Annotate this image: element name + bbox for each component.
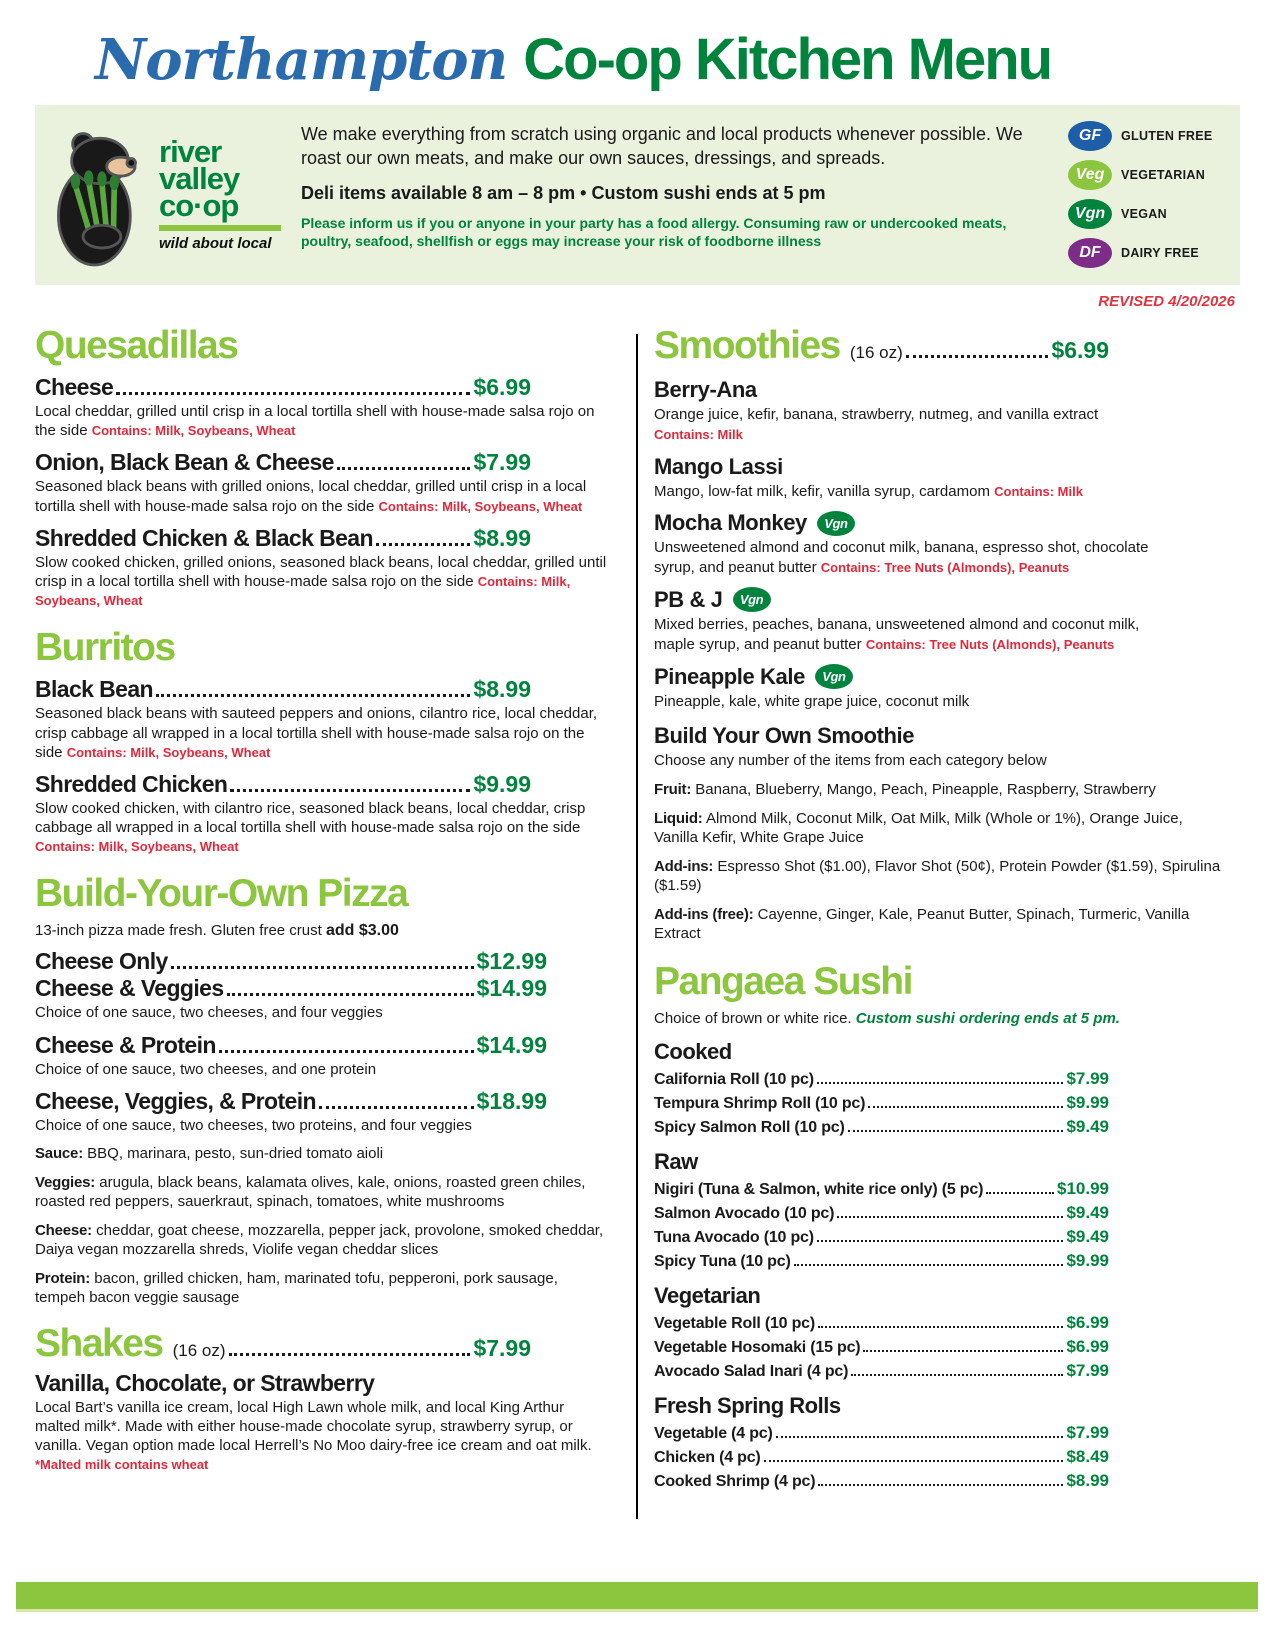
dotted-leader: [794, 1264, 1064, 1266]
intro-bold-text: add $3.00: [325, 922, 399, 940]
section-heading: Pangaea Sushi: [654, 959, 912, 1003]
dotted-leader: [319, 1106, 474, 1109]
item-description: Choice of one sauce, two cheeses, two proteins, and four veggies: [35, 1116, 472, 1134]
item-name: Vanilla, Chocolate, or Strawberry: [35, 1369, 375, 1396]
menu-item: [35, 771, 610, 857]
dotted-leader: [171, 966, 474, 969]
vegan-icon: Vgn: [733, 587, 771, 612]
dotted-leader: [817, 1240, 1064, 1242]
menu-item: [654, 664, 1240, 712]
allergen-note: Contains: Milk, Soybeans, Wheat: [35, 839, 239, 855]
dotted-leader: [837, 1216, 1063, 1218]
option-label: Sauce:: [35, 1145, 83, 1162]
section-intro: [654, 1010, 1240, 1027]
logo-wordmark: [159, 133, 281, 224]
menu-item: [654, 1117, 1109, 1137]
item-price: $7.99: [473, 1334, 531, 1361]
menu-item: [654, 454, 1240, 502]
dotted-leader: [986, 1192, 1054, 1194]
legend-label: GLUTEN FREE: [1121, 129, 1213, 143]
section-heading: Shakes: [35, 1321, 163, 1365]
logo-text: [159, 133, 281, 253]
allergen-note: Contains: Milk, Soybeans, Wheat: [35, 573, 571, 609]
option-values: Almond Milk, Coconut Milk, Oat Milk, Milk (Whole or 1%), Orange Juice, Vanilla Kefir, White Grape Juice: [654, 809, 1183, 847]
item-name: Shredded Chicken: [35, 770, 228, 797]
description-text: Local cheddar, grilled until crisp in a local tortilla shell with house-made salsa rojo on the side: [35, 403, 595, 440]
item-price: $8.99: [1066, 1470, 1109, 1490]
legend-label: VEGETARIAN: [1121, 168, 1206, 182]
menu-item: [654, 1203, 1109, 1223]
intro-text: We make everything from scratch using organic and local products whenever possible. We roast our own meats, and make our own sauces, dressings, and spreads.: [301, 124, 1023, 168]
item-price: $9.49: [1066, 1226, 1109, 1246]
build-your-own-smoothie: [654, 723, 1240, 943]
hours-text: Deli items available 8 am – 8 pm • Custom sushi ends at 5 pm: [301, 182, 826, 203]
item-description: [35, 402, 610, 440]
item-name: California Roll (10 pc): [654, 1070, 814, 1088]
menu-item: [35, 525, 610, 611]
serving-size: (16 oz): [849, 343, 903, 362]
dotted-leader: [227, 993, 474, 996]
option-values: Cayenne, Ginger, Kale, Peanut Butter, Spinach, Turmeric, Vanilla Extract: [654, 905, 1190, 943]
masthead: [0, 0, 1275, 101]
menu-item: [35, 1032, 610, 1079]
option-values: arugula, black beans, kalamata olives, kale, onions, roasted green chiles, roasted red peppers, sauerkraut, spinach, tomatoes, white mushrooms: [35, 1173, 586, 1210]
item-description: [654, 405, 1162, 445]
vegan-icon: Vgn: [1068, 199, 1112, 229]
item-name: Mango Lassi: [654, 453, 783, 479]
intro-note: Custom sushi ordering ends at 5 pm.: [855, 1009, 1120, 1027]
option-values: Banana, Blueberry, Mango, Peach, Pineapple, Raspberry, Strawberry: [695, 781, 1156, 799]
info-box: [35, 105, 1240, 285]
section-pizza: [35, 872, 610, 1307]
option-label: Protein:: [35, 1269, 91, 1287]
section-heading: Burritos: [35, 626, 175, 670]
item-description: Pineapple, kale, white grape juice, coconut milk: [654, 692, 970, 710]
option-label: Add-ins:: [654, 857, 714, 875]
menu-item: [35, 948, 610, 975]
sushi-group-vegetarian: [654, 1283, 1240, 1381]
menu-item: [35, 374, 610, 440]
logo-tagline: wild about local: [159, 235, 272, 253]
section-shakes: [35, 1322, 610, 1475]
item-price: $14.99: [476, 975, 547, 1002]
dotted-leader: [818, 1484, 1063, 1486]
allergen-note: Contains: Milk: [654, 426, 743, 442]
menu-item: [654, 510, 1240, 578]
item-price: $9.99: [473, 770, 531, 797]
option-label: Veggies:: [35, 1173, 96, 1191]
menu-item: [654, 1179, 1109, 1199]
allergen-note: Contains: Tree Nuts (Almonds), Peanuts: [820, 560, 1070, 576]
item-description: [654, 538, 1162, 578]
description-text: Orange juice, kefir, banana, strawberry, nutmeg, and vanilla extract: [654, 406, 1099, 423]
item-price: $10.99: [1057, 1178, 1109, 1198]
item-name: Vegetable (4 pc): [654, 1424, 773, 1442]
item-name: Spicy Tuna (10 pc): [654, 1252, 791, 1270]
item-name: PB & J: [654, 586, 723, 612]
vegan-icon: Vgn: [817, 511, 855, 536]
menu-item: [654, 1471, 1109, 1491]
menu-item: [654, 1423, 1109, 1443]
item-description: [35, 704, 610, 762]
item-price: $9.49: [1066, 1202, 1109, 1222]
serving-size: (16 oz): [172, 1340, 226, 1360]
dotted-leader: [818, 1326, 1063, 1328]
legend-row-dairy-free: [1068, 238, 1226, 268]
subsection-description: Choose any number of the items from each category below: [654, 752, 1047, 770]
title-script: Northampton: [95, 27, 508, 93]
option-label: Fruit:: [654, 781, 692, 799]
logo-underline: [159, 225, 281, 231]
menu-item: [654, 1337, 1109, 1357]
item-name: Berry-Ana: [654, 377, 757, 402]
option-values: cheddar, goat cheese, mozzarella, pepper jack, provolone, smoked cheddar, Daiya vegan mozzarella shreds, Violife vegan cheddar slices: [35, 1221, 604, 1258]
dotted-leader: [219, 1050, 474, 1053]
sushi-group-spring-rolls: [654, 1393, 1240, 1491]
dairy-free-icon: DF: [1068, 238, 1112, 268]
item-name: Cheese & Veggies: [35, 975, 224, 1002]
item-description: [35, 799, 610, 857]
item-name: Salmon Avocado (10 pc): [654, 1204, 835, 1222]
allergy-notice: Please inform us if you or anyone in your party has a food allergy. Consuming raw or undercooked meats, poultry, seafood, shellfish or eggs may increase your risk of foodborne illness: [301, 214, 1007, 250]
option-list-sauce: [35, 1144, 610, 1164]
dotted-leader: [817, 1082, 1064, 1084]
subsection-heading: Build Your Own Smoothie: [654, 723, 915, 749]
menu-item: [654, 1069, 1109, 1089]
dotted-leader: [764, 1460, 1064, 1462]
subsection-heading: Raw: [654, 1148, 698, 1174]
logo-word: valley: [159, 160, 240, 196]
option-list-addins: [654, 857, 1229, 896]
dotted-leader: [863, 1350, 1063, 1352]
item-price: $6.99: [1051, 337, 1109, 363]
description-text: Mixed berries, peaches, banana, unsweetened almond and coconut milk, maple syrup, and peanut butter: [654, 615, 1140, 653]
item-price: $6.99: [1066, 1312, 1109, 1332]
legend-label: VEGAN: [1121, 207, 1167, 221]
item-price: $9.99: [1066, 1092, 1109, 1112]
section-intro: [35, 922, 610, 940]
revised-date: REVISED 4/20/2026: [1098, 293, 1235, 310]
allergen-note: Contains: Tree Nuts (Almonds), Peanuts: [865, 636, 1115, 652]
item-name: Tempura Shrimp Roll (10 pc): [654, 1094, 866, 1112]
menu-item: [654, 1313, 1109, 1333]
item-name: Shredded Chicken & Black Bean: [35, 524, 373, 551]
item-price: $6.99: [1066, 1336, 1109, 1356]
bear-logo-icon: [49, 122, 153, 268]
item-price: $7.99: [1066, 1360, 1109, 1380]
item-price: $7.99: [1066, 1068, 1109, 1088]
option-label: Cheese:: [35, 1221, 92, 1239]
option-list-fruit: [654, 780, 1229, 800]
allergen-note: *Malted milk contains wheat: [35, 1457, 209, 1473]
menu-item: [654, 377, 1240, 445]
option-list-addins-free: [654, 905, 1229, 944]
subsection-heading: Vegetarian: [654, 1282, 761, 1308]
item-price: $7.99: [473, 449, 531, 476]
coop-logo: [49, 113, 287, 277]
menu-item: [654, 1447, 1109, 1467]
item-name: Cheese, Veggies, & Protein: [35, 1087, 316, 1114]
sushi-group-raw: [654, 1149, 1240, 1271]
item-name: Black Bean: [35, 676, 154, 703]
description-text: Slow cooked chicken, grilled onions, seasoned black beans, local cheddar, grilled until crisp in a local tortilla shell with house-made salsa rojo on the side: [35, 553, 607, 590]
option-list-protein: [35, 1269, 610, 1308]
menu-item: [654, 587, 1240, 655]
item-price: $8.49: [1066, 1446, 1109, 1466]
item-description: Choice of one sauce, two cheeses, and four veggies: [35, 1004, 383, 1022]
section-heading: Smoothies: [654, 324, 840, 367]
description-text: Local Bart’s vanilla ice cream, local High Lawn whole milk, and local King Arthur malted milk*. Made with either house-made chocolate syrup, strawberry syrup, or vanilla. Vegan option made local Herrell’s No Moo dairy-free ice cream and oat milk.: [35, 1398, 592, 1454]
info-text: [287, 113, 1068, 277]
sushi-group-cooked: [654, 1039, 1240, 1137]
item-name: Nigiri (Tuna & Salmon, white rice only) (5 pc): [654, 1180, 984, 1198]
dotted-leader: [848, 1130, 1064, 1132]
allergen-note: Contains: Milk: [994, 483, 1083, 499]
dotted-leader: [337, 467, 471, 470]
description-text: Slow cooked chicken, with cilantro rice, seasoned black beans, local cheddar, crisp cabbage all wrapped in a local tortilla shell with house-made salsa rojo on the side: [35, 799, 586, 837]
item-name: Chicken (4 pc): [654, 1448, 761, 1466]
item-price: $9.99: [1066, 1250, 1109, 1270]
allergen-note: Contains: Milk, Soybeans, Wheat: [66, 744, 271, 760]
item-name: Cheese: [35, 374, 114, 400]
option-label: Liquid:: [654, 809, 703, 827]
item-name: Cheese Only: [35, 948, 168, 975]
allergen-note: Contains: Milk, Soybeans, Wheat: [378, 498, 583, 514]
footer-accent-bar: [16, 1582, 1258, 1612]
item-name: Vegetable Roll (10 pc): [654, 1314, 815, 1332]
menu-item: [35, 449, 610, 515]
menu-item: [654, 1227, 1109, 1247]
option-list-veggies: [35, 1173, 610, 1212]
item-description: [35, 477, 610, 515]
menu-columns: [0, 310, 1275, 1519]
item-name: Vegetable Hosomaki (15 pc): [654, 1338, 861, 1356]
item-price: $8.99: [473, 524, 531, 551]
dotted-leader: [906, 355, 1049, 358]
legend-row-vegan: [1068, 199, 1226, 229]
option-label: Add-ins (free):: [654, 905, 754, 923]
item-price: $18.99: [476, 1087, 547, 1114]
item-name: Onion, Black Bean & Cheese: [35, 449, 334, 476]
menu-item: [35, 1088, 610, 1135]
vegetarian-icon: Veg: [1068, 160, 1112, 190]
dotted-leader: [851, 1374, 1063, 1376]
dotted-leader: [156, 694, 470, 697]
item-price: $9.49: [1066, 1116, 1109, 1136]
menu-item: [654, 1251, 1109, 1271]
item-description: [35, 553, 610, 611]
item-name: Avocado Salad Inari (4 pc): [654, 1362, 849, 1380]
page-title: Co-op Kitchen Menu: [523, 27, 1052, 92]
section-heading: Quesadillas: [35, 324, 238, 367]
legend-row-vegetarian: [1068, 160, 1226, 190]
menu-item: [35, 676, 610, 762]
dotted-leader: [776, 1436, 1064, 1438]
section-sushi: [654, 960, 1240, 1491]
allergen-note: Contains: Milk, Soybeans, Wheat: [91, 423, 296, 439]
item-price: $14.99: [476, 1031, 547, 1058]
description-text: Seasoned black beans with sauteed peppers and onions, cilantro rice, local cheddar, crisp cabbage all wrapped in a local tortilla shell with house-made salsa rojo on the side: [35, 705, 598, 761]
item-description: [654, 482, 1162, 502]
description-text: Unsweetened almond and coconut milk, banana, espresso shot, chocolate syrup, and peanut butter: [654, 539, 1149, 577]
dietary-legend: [1068, 113, 1226, 277]
logo-word: river: [159, 133, 222, 169]
legend-label: DAIRY FREE: [1121, 246, 1200, 260]
legend-row-gluten-free: [1068, 121, 1226, 151]
intro-text: Choice of brown or white rice.: [654, 1009, 852, 1027]
subsection-heading: Fresh Spring Rolls: [654, 1392, 841, 1418]
item-name: Pineapple Kale: [654, 663, 805, 689]
item-price: $6.99: [473, 374, 531, 400]
option-values: BBQ, marinara, pesto, sun-dried tomato aioli: [87, 1145, 384, 1162]
dotted-leader: [230, 789, 470, 792]
left-column: [35, 320, 610, 1519]
section-burritos: [35, 626, 610, 856]
option-list-liquid: [654, 809, 1229, 848]
item-price: $8.99: [473, 676, 531, 703]
item-description: Choice of one sauce, two cheeses, and one protein: [35, 1060, 377, 1078]
gluten-free-icon: GF: [1068, 121, 1112, 151]
menu-item: [35, 975, 610, 1022]
item-name: Cheese & Protein: [35, 1031, 216, 1058]
item-name: Spicy Salmon Roll (10 pc): [654, 1118, 845, 1136]
item-price: $7.99: [1066, 1422, 1109, 1442]
right-column: [638, 320, 1240, 1519]
description-text: Mango, low-fat milk, kefir, vanilla syrup, cardamom: [654, 482, 990, 500]
item-name: Cooked Shrimp (4 pc): [654, 1472, 816, 1490]
section-smoothies: [654, 324, 1240, 944]
dotted-leader: [116, 392, 470, 395]
dotted-leader: [229, 1353, 471, 1356]
section-heading: Build-Your-Own Pizza: [35, 872, 408, 916]
description-text: Seasoned black beans with grilled onions, local cheddar, grilled until crisp in a local tortilla shell with house-made salsa rojo on the side: [35, 478, 587, 515]
item-description: [35, 1398, 610, 1475]
menu-item: [654, 1361, 1109, 1381]
intro-text: 13-inch pizza made fresh. Gluten free crust: [35, 922, 322, 940]
item-name: Tuna Avocado (10 pc): [654, 1228, 814, 1246]
option-values: bacon, grilled chicken, ham, marinated tofu, pepperoni, pork sausage, tempeh bacon veggie sausage: [35, 1269, 558, 1306]
vegan-icon: Vgn: [815, 664, 853, 689]
menu-item: [654, 1093, 1109, 1113]
option-list-cheese: [35, 1221, 610, 1260]
item-description: [654, 615, 1162, 655]
subsection-heading: Cooked: [654, 1038, 732, 1064]
item-price: $12.99: [476, 948, 547, 975]
dotted-leader: [376, 543, 471, 546]
section-quesadillas: [35, 324, 610, 610]
option-values: Espresso Shot ($1.00), Flavor Shot (50¢), Protein Powder ($1.59), Spirulina ($1.59): [654, 857, 1221, 895]
logo-word: co·op: [159, 188, 239, 224]
dotted-leader: [868, 1106, 1063, 1108]
item-name: Mocha Monkey: [654, 510, 807, 536]
